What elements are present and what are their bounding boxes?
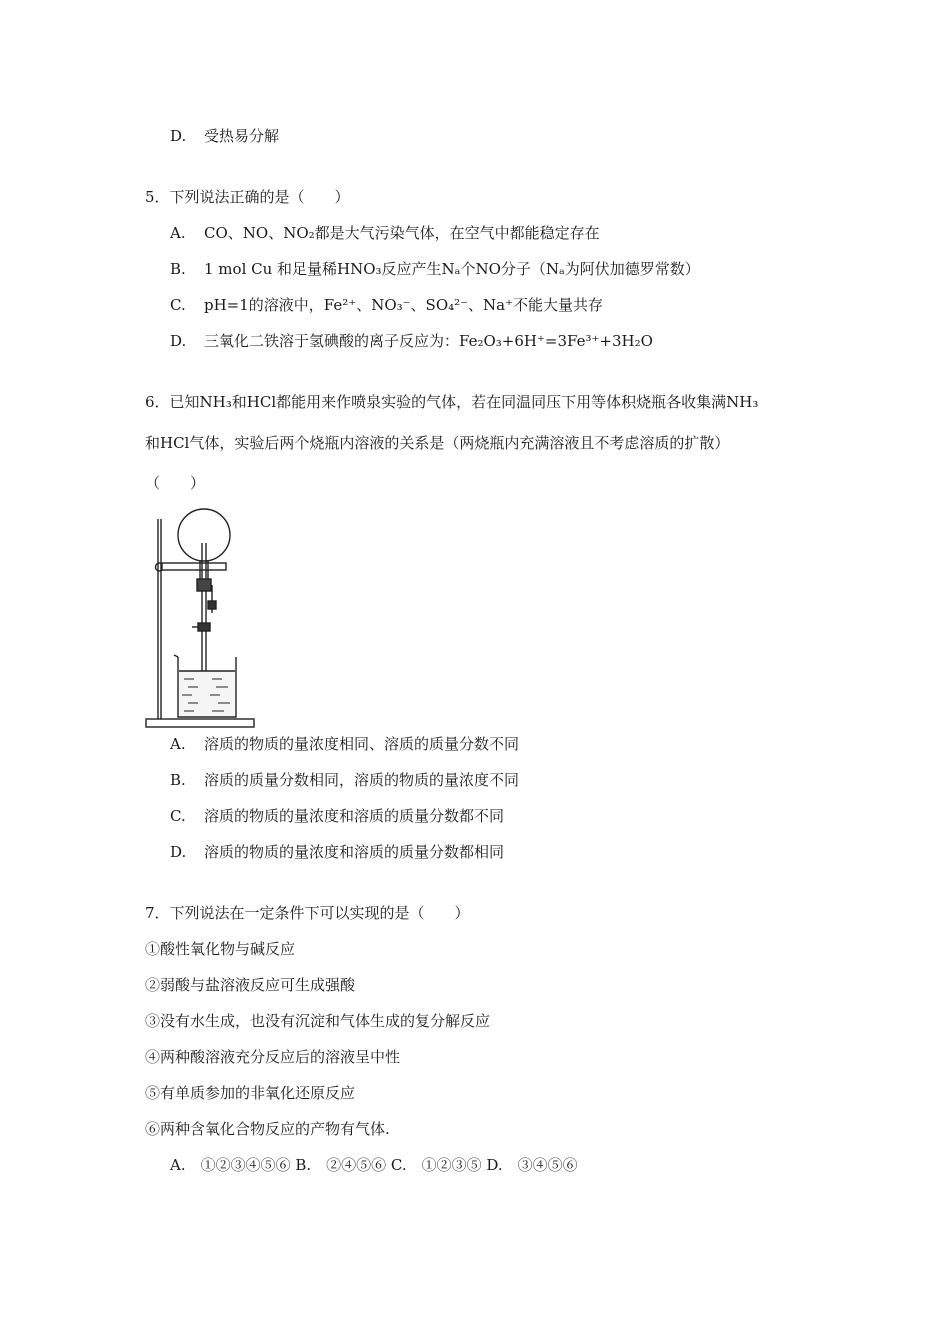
option-text: 受热易分解 xyxy=(204,127,280,145)
option-letter: D. xyxy=(170,843,187,861)
q5-stem: 5．下列说法正确的是（ ） xyxy=(145,188,350,206)
q7-item-6: ⑥两种含氧化合物反应的产物有气体. xyxy=(145,1120,390,1138)
q4-option-d xyxy=(170,125,279,147)
option-letter: D. xyxy=(170,332,187,350)
option-letter: B. xyxy=(170,260,186,278)
q7-item-5: ⑤有单质参加的非氧化还原反应 xyxy=(145,1084,356,1102)
q5-option-d xyxy=(170,330,653,352)
option-text: 三氧化二铁溶于氢碘酸的离子反应为：Fe₂O₃+6H⁺=3Fe³⁺+3H₂O xyxy=(204,332,653,350)
clamp-arm xyxy=(162,563,226,570)
q6-stem-line1: 6．已知NH₃和HCl都能用来作喷泉实验的气体，若在同温同压下用等体积烧瓶各收集满NH₃ xyxy=(145,393,759,411)
q7-stem: 7．下列说法在一定条件下可以实现的是（ ） xyxy=(145,904,470,922)
option-letter: A. xyxy=(170,735,186,753)
option-text: 1 mol Cu 和足量稀HNO₃反应产生Nₐ个NO分子（Nₐ为阿伏加德罗常数） xyxy=(204,260,700,278)
q6-option-b xyxy=(170,769,519,791)
option-text: CO、NO、NO₂都是大气污染气体，在空气中都能稳定存在 xyxy=(204,224,600,242)
option-text: pH=1的溶液中，Fe²⁺、NO₃⁻、SO₄²⁻、Na⁺不能大量共存 xyxy=(204,296,604,314)
dropper-bulb xyxy=(208,601,216,609)
option-letter: C. xyxy=(170,807,186,825)
option-text: 溶质的质量分数相同，溶质的物质的量浓度不同 xyxy=(204,771,520,789)
stopper xyxy=(197,579,211,591)
option-letter: D. xyxy=(170,127,187,145)
q7-item-2: ②弱酸与盐溶液反应可生成强酸 xyxy=(145,976,356,994)
option-letter: A. xyxy=(170,224,186,242)
q6-stem-line2: 和HCl气体，实验后两个烧瓶内溶液的关系是（两烧瓶内充满溶液且不考虑溶质的扩散） xyxy=(145,434,730,452)
round-bottom-flask xyxy=(178,509,230,561)
q7-item-1: ①酸性氧化物与碱反应 xyxy=(145,940,296,958)
stand-base xyxy=(146,719,254,727)
fountain-apparatus-diagram xyxy=(140,505,260,735)
q5-option-b xyxy=(170,258,700,280)
q6-option-a xyxy=(170,733,519,755)
q5-option-c xyxy=(170,294,603,316)
option-letter: C. xyxy=(170,296,186,314)
pinch-clamp xyxy=(198,623,210,631)
q7-item-3: ③没有水生成，也没有沉淀和气体生成的复分解反应 xyxy=(145,1012,491,1030)
option-text: 溶质的物质的量浓度相同、溶质的质量分数不同 xyxy=(204,735,520,753)
q7-item-4: ④两种酸溶液充分反应后的溶液呈中性 xyxy=(145,1048,401,1066)
q6-option-d xyxy=(170,841,504,863)
option-text: 溶质的物质的量浓度和溶质的质量分数都不同 xyxy=(204,807,505,825)
q5-option-a xyxy=(170,222,600,244)
q6-option-c xyxy=(170,805,504,827)
q6-stem-line3: （ ） xyxy=(145,474,206,492)
q7-answer-options: A. ①②③④⑤⑥ B. ②④⑤⑥ C. ①②③⑤ D. ③④⑤⑥ xyxy=(170,1156,578,1174)
option-letter: B. xyxy=(170,771,186,789)
option-text: 溶质的物质的量浓度和溶质的质量分数都相同 xyxy=(204,843,505,861)
